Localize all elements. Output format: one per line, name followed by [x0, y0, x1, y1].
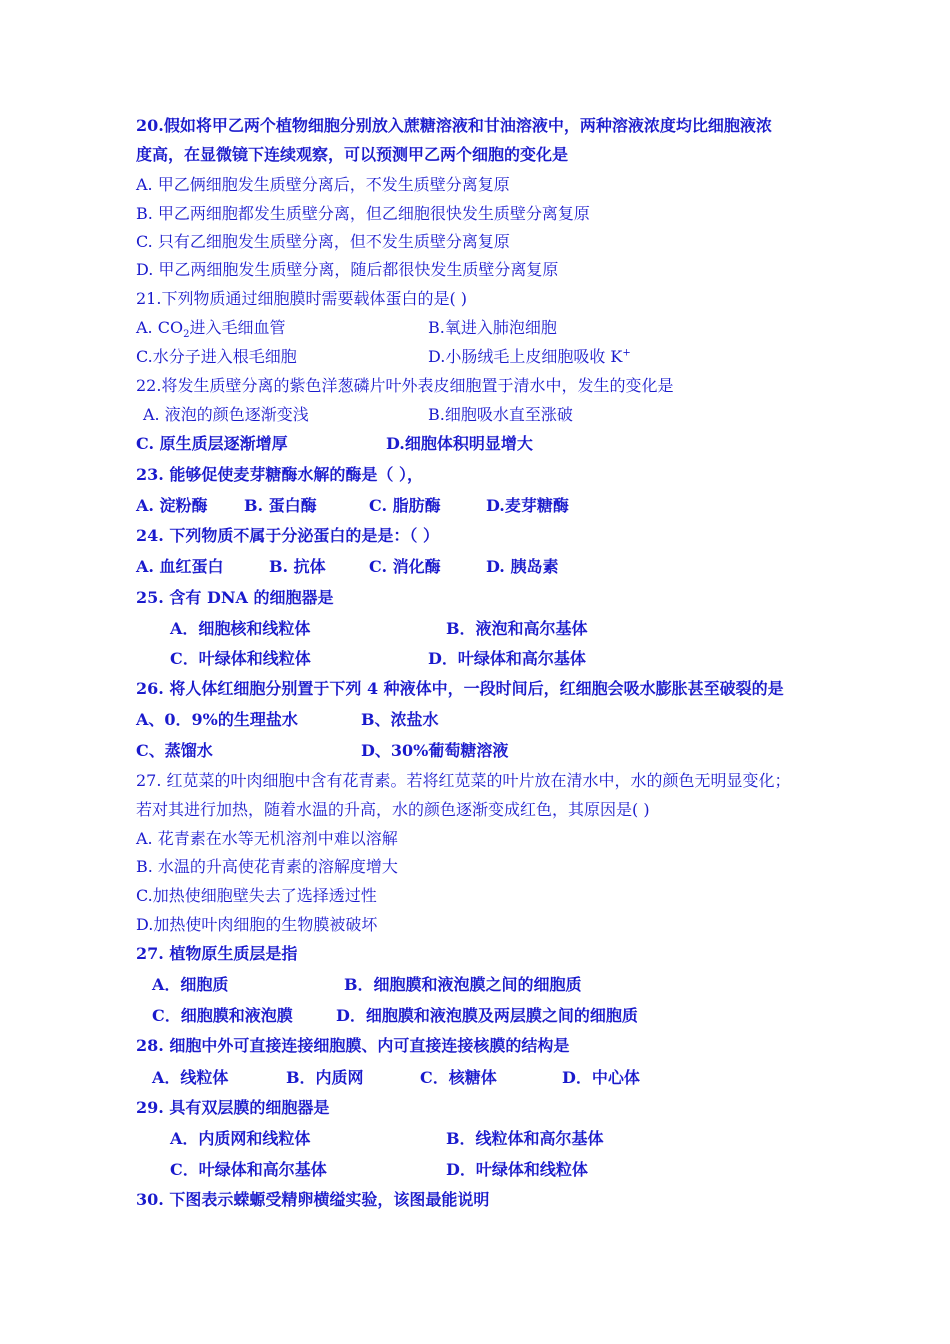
q24-option-a: A. 血红蛋白 [136, 557, 224, 576]
q20-stem-line2: 度高，在显微镜下连续观察，可以预测甲乙两个细胞的变化是 [136, 145, 569, 164]
q26-option-a: A、0．9%的生理盐水 [136, 710, 298, 729]
q28-option-b: B．内质网 [286, 1068, 364, 1087]
q25-stem: 25. 含有 DNA 的细胞器是 [136, 588, 334, 607]
q27b-option-b: B．细胞膜和液泡膜之间的细胞质 [344, 975, 582, 994]
q27a-option-a: A. 花青素在水等无机溶剂中难以溶解 [136, 829, 398, 848]
q22-option-a: A. 液泡的颜色逐渐变浅 [143, 405, 309, 424]
q25-option-b: B．液泡和高尔基体 [446, 619, 588, 638]
q24-option-b: B. 抗体 [269, 557, 326, 576]
q29-option-d: D．叶绿体和线粒体 [446, 1160, 588, 1179]
q25-option-c: C．叶绿体和线粒体 [170, 649, 311, 668]
q27b-option-d: D．细胞膜和液泡膜及两层膜之间的细胞质 [336, 1006, 638, 1025]
q21-option-d-pre: D.小肠绒毛上皮细胞吸收 K [428, 347, 623, 366]
q20-option-c: C. 只有乙细胞发生质壁分离，但不发生质壁分离复原 [136, 232, 510, 251]
q23-option-b: B. 蛋白酶 [244, 496, 317, 515]
q29-option-b: B．线粒体和高尔基体 [446, 1129, 604, 1148]
q26-stem: 26. 将人体红细胞分别置于下列 4 种液体中，一段时间后，红细胞会吸水膨胀甚至破裂的是 [136, 679, 784, 698]
q21-option-b: B.氧进入肺泡细胞 [428, 318, 557, 337]
q22-option-c: C. 原生质层逐渐增厚 [136, 434, 288, 453]
q25-option-a: A．细胞核和线粒体 [170, 619, 311, 638]
q23-stem: 23. 能够促使麦芽糖酶水解的酶是（ ）， [136, 465, 423, 484]
q24-stem: 24. 下列物质不属于分泌蛋白的是是：（ ） [136, 526, 439, 545]
q21-option-a-sub: 2 [183, 329, 190, 341]
q28-stem: 28. 细胞中外可直接连接细胞膜、内可直接连接核膜的结构是 [136, 1036, 570, 1055]
q23-option-a: A. 淀粉酶 [136, 496, 208, 515]
q29-option-c: C．叶绿体和高尔基体 [170, 1160, 327, 1179]
q21-option-a [136, 318, 286, 341]
q20-stem-line1: 20.假如将甲乙两个植物细胞分别放入蔗糖溶液和甘油溶液中，两种溶液浓度均比细胞液浓 [136, 116, 772, 135]
q24-option-c: C. 消化酶 [369, 557, 441, 576]
q21-option-d [428, 347, 631, 367]
q27a-option-b: B. 水温的升高使花青素的溶解度增大 [136, 857, 398, 876]
q20-option-d: D. 甲乙两细胞发生质壁分离，随后都很快发生质壁分离复原 [136, 260, 559, 279]
q22-stem: 22.将发生质壁分离的紫色洋葱磷片叶外表皮细胞置于清水中，发生的变化是 [136, 376, 674, 395]
q27b-stem: 27. 植物原生质层是指 [136, 944, 298, 963]
q24-option-d: D. 胰岛素 [486, 557, 559, 576]
q28-option-d: D．中心体 [562, 1068, 640, 1087]
q21-option-a-pre: A. CO [136, 318, 184, 337]
q21-option-c: C.水分子进入根毛细胞 [136, 347, 297, 366]
q23-option-c: C. 脂肪酶 [369, 496, 441, 515]
q21-option-d-sup: + [622, 347, 631, 359]
q26-option-d: D、30%葡萄糖溶液 [361, 741, 509, 760]
q27a-stem-line2: 若对其进行加热，随着水温的升高，水的颜色逐渐变成红色，其原因是( ) [136, 800, 650, 819]
q22-option-b: B.细胞吸水直至涨破 [428, 405, 573, 424]
q27b-option-a: A．细胞质 [152, 975, 229, 994]
q26-option-b: B、浓盐水 [361, 710, 439, 729]
q27b-option-c: C．细胞膜和液泡膜 [152, 1006, 293, 1025]
q29-stem: 29. 具有双层膜的细胞器是 [136, 1098, 330, 1117]
q29-option-a: A．内质网和线粒体 [170, 1129, 311, 1148]
q28-option-a: A．线粒体 [152, 1068, 229, 1087]
q25-option-d: D．叶绿体和高尔基体 [428, 649, 586, 668]
q20-option-a: A. 甲乙俩细胞发生质壁分离后，不发生质壁分离复原 [136, 175, 510, 194]
q27a-stem-line1: 27. 红苋菜的叶肉细胞中含有花青素。若将红苋菜的叶片放在清水中，水的颜色无明显变化； [136, 771, 791, 790]
q30-stem: 30. 下图表示蝾螈受精卵横缢实验，该图最能说明 [136, 1190, 490, 1209]
q20-option-b: B. 甲乙两细胞都发生质壁分离，但乙细胞很快发生质壁分离复原 [136, 204, 590, 223]
q22-option-d: D.细胞体积明显增大 [386, 434, 533, 453]
q21-option-a-post: 进入毛细血管 [189, 318, 286, 337]
q28-option-c: C．核糖体 [420, 1068, 497, 1087]
q26-option-c: C、蒸馏水 [136, 741, 213, 760]
q21-stem: 21.下列物质通过细胞膜时需要载体蛋白的是( ) [136, 289, 468, 308]
q23-option-d: D.麦芽糖酶 [486, 496, 569, 515]
q27a-option-d: D.加热使叶肉细胞的生物膜被破坏 [136, 915, 378, 934]
q27a-option-c: C.加热使细胞壁失去了选择透过性 [136, 886, 377, 905]
